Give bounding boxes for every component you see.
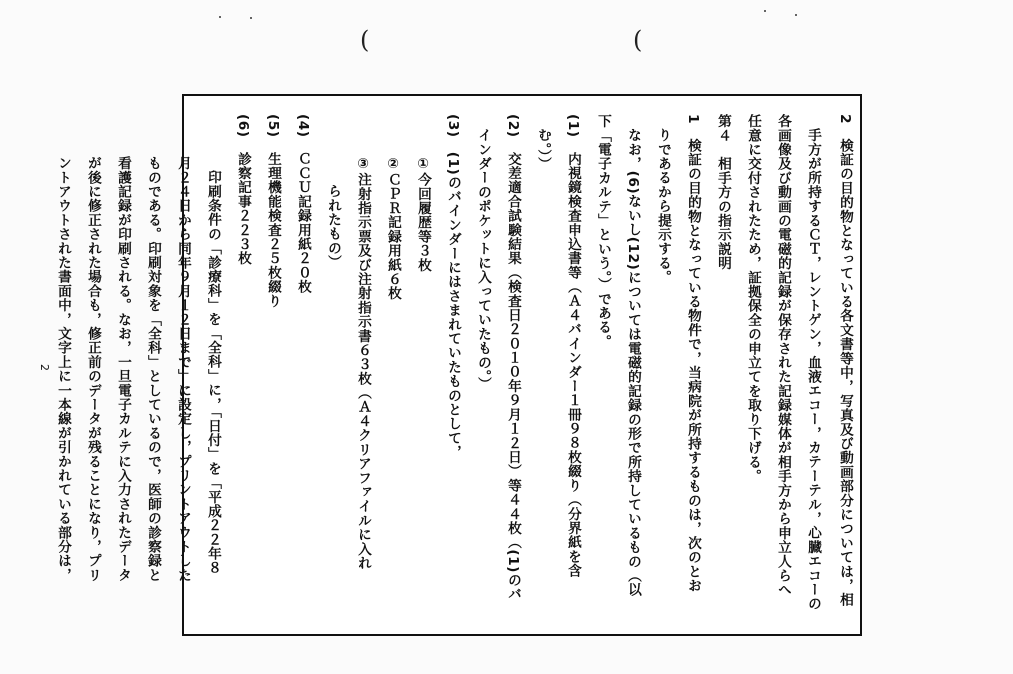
scan-speck xyxy=(795,14,797,16)
punch-hole-mark: ( xyxy=(360,26,370,54)
scan-speck xyxy=(764,10,766,12)
text-line: 各画像及び動画の電磁的記録が保存された記録媒体が相手方から申立人らへ xyxy=(775,114,791,597)
text-line: 月２４日から同年９月１２日まで」に設定し，プリントアウトした xyxy=(175,156,191,582)
scan-speck xyxy=(250,17,252,19)
section-heading: 第４ 相手方の指示説明 xyxy=(715,114,731,271)
page-number: 2 xyxy=(38,364,51,371)
list-item: (2) 交差適合試験結果（検査日２０１０年９月１２日）等４４枚（(1)のバ xyxy=(505,114,521,602)
text-line: りであるから提示する。 xyxy=(655,128,671,285)
scan-speck xyxy=(219,16,221,18)
sub-list-item: ①今回履歴等３枚 xyxy=(415,156,431,272)
text-line: ものである。印刷対象を「全科」としているので，医師の診察録と xyxy=(145,156,161,582)
text-line: ントアウトされた書面中，文字上に一本線が引かれている部分は， xyxy=(55,156,71,582)
list-item: (1) 内視鏡検査申込書等（Ａ４バインダー１冊９８枚綴り（分界紙を含 xyxy=(565,114,581,578)
list-item: (6) 診察記事２２３枚 xyxy=(235,114,251,266)
sub-list-item: ②ＣＰＲ記録用紙６枚 xyxy=(385,156,401,301)
list-item: (4) ＣＣＵ記録用紙２０枚 xyxy=(295,114,311,294)
text-line: なお，(6)ないし(12)については電磁的記録の形で所持しているもの（以 xyxy=(625,128,641,597)
list-item: (5) 生理機能検査２５枚綴り xyxy=(265,114,281,308)
text-line: インダーのポケットに入っていたもの。） xyxy=(475,128,491,391)
text-line: が後に修正された場合も，修正前のデータが残ることになり，プリ xyxy=(85,156,101,582)
text-line: 任意に交付されたため，証拠保全の申立てを取り下げる。 xyxy=(745,114,761,484)
text-line: む。）） xyxy=(535,128,551,172)
list-item: (3) (1)のバインダーにはさまれていたものとして， xyxy=(445,114,461,460)
text-line: 印刷条件の「診療科」を「全科」に，「日付」を「平成２２年８ xyxy=(205,170,221,575)
punch-hole-mark: ( xyxy=(633,26,643,54)
text-line: 手方が所持するＣＴ，レントゲン，血液エコー，カテーテル，心臓エコーの xyxy=(805,128,821,611)
sub-list-item: ③注射指示票及び注射指示書６３枚（Ａ４クリアファイルに入れ xyxy=(355,156,371,571)
text-line: 下「電子カルテ」という。）である。 xyxy=(595,114,611,349)
text-line: 看護記録が印刷される。なお，一旦電子カルテに入力されたデータ xyxy=(115,156,131,582)
text-line: られたもの） xyxy=(325,184,341,270)
text-line: 1 検証の目的物となっている物件で，当病院が所持するものは，次のとお xyxy=(685,114,701,593)
text-line: 2 検証の目的物となっている各文書等中，写真及び動画部分については，相 xyxy=(837,114,853,607)
document-body xyxy=(55,114,860,634)
